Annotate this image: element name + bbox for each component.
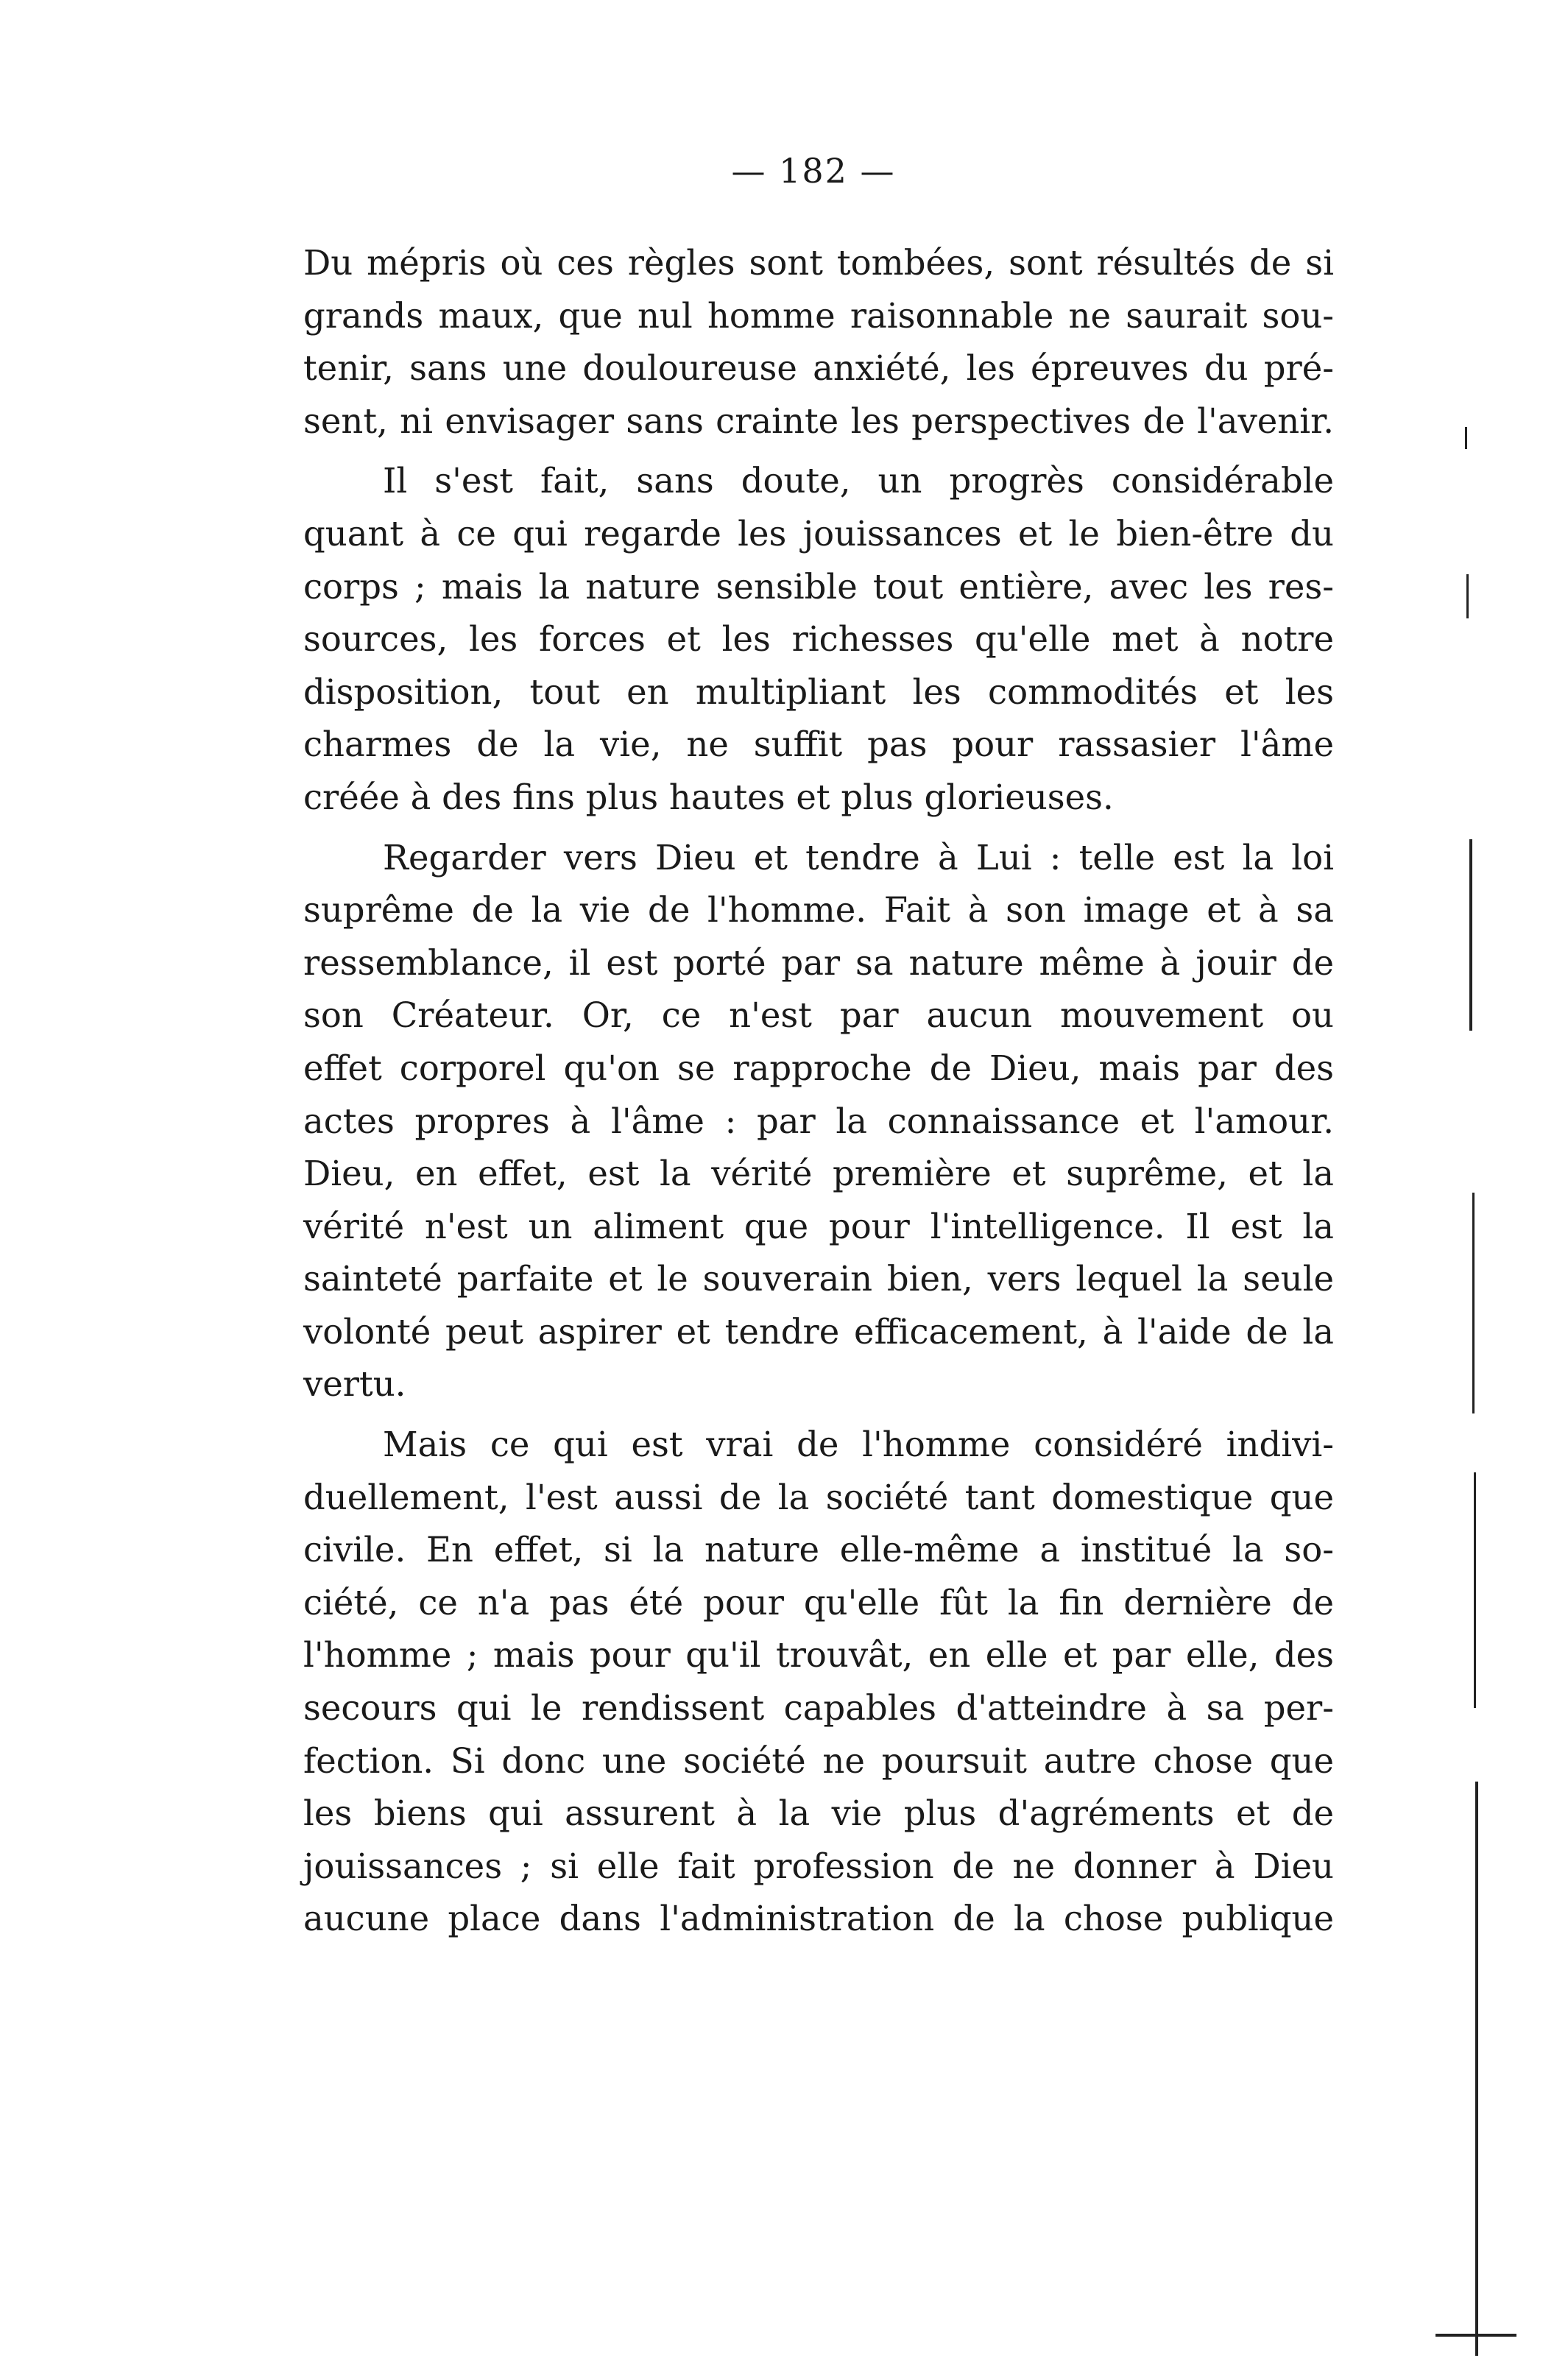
text-line: civile. En effet, si la nature elle-même a institué la so-: [303, 1530, 1334, 1570]
text-line: volonté peut aspirer et tendre efficacement, à l'aide de la: [303, 1311, 1334, 1352]
text-line: Mais ce qui est vrai de l'homme considéré indivi-: [383, 1425, 1334, 1465]
text-line: tenir, sans une douloureuse anxiété, les épreuves du pré-: [303, 348, 1334, 389]
body-text: [303, 237, 1334, 1953]
text-line: ciété, ce n'a pas été pour qu'elle fût la fin dernière de: [303, 1582, 1334, 1623]
text-line: l'homme ; mais pour qu'il trouvât, en elle et par elle, des: [303, 1635, 1334, 1676]
paragraph: [303, 237, 1334, 448]
text-line: secours qui le rendissent capables d'atteindre à sa per-: [303, 1688, 1334, 1729]
scan-edge-mark: [1466, 574, 1469, 618]
text-line: grands maux, que nul homme raisonnable ne saurait sou-: [303, 295, 1334, 336]
text-line: corps ; mais la nature sensible tout entière, avec les res-: [303, 566, 1334, 607]
text-line: effet corporel qu'on se rapproche de Dieu, mais par des: [303, 1048, 1334, 1088]
scan-edge-mark: [1465, 427, 1467, 449]
text-line: vertu.: [303, 1364, 406, 1405]
scan-edge-mark: [1475, 1782, 1478, 2356]
text-line: suprême de la vie de l'homme. Fait à son image et à sa: [303, 890, 1334, 931]
text-line: disposition, tout en multipliant les commodités et les: [303, 671, 1334, 712]
text-line: ressemblance, il est porté par sa nature même à jouir de: [303, 942, 1334, 983]
text-line: sent, ni envisager sans crainte les perspectives de l'avenir.: [303, 400, 1334, 441]
paragraph: [303, 455, 1334, 824]
scan-edge-mark: [1474, 1472, 1476, 1708]
paragraph: [303, 832, 1334, 1412]
scan-edge-mark: [1469, 839, 1472, 1031]
text-line: quant à ce qui regarde les jouissances et le bien-être du: [303, 513, 1334, 554]
text-line: actes propres à l'âme : par la connaissance et l'amour.: [303, 1101, 1334, 1141]
text-line: jouissances ; si elle fait profession de ne donner à Dieu: [303, 1846, 1334, 1886]
text-line: Dieu, en effet, est la vérité première et suprême, et la: [303, 1154, 1334, 1194]
text-line: son Créateur. Or, ce n'est par aucun mouvement ou: [303, 995, 1334, 1036]
text-line: créée à des fins plus hautes et plus glorieuses.: [303, 777, 1114, 817]
text-line: sources, les forces et les richesses qu'elle met à notre: [303, 619, 1334, 660]
page-number: — 182 —: [731, 151, 896, 191]
paragraph: [303, 1419, 1334, 1946]
text-line: Du mépris où ces règles sont tombées, sont résultés de si: [303, 243, 1334, 283]
text-line: Regarder vers Dieu et tendre à Lui : telle est la loi: [383, 837, 1334, 878]
text-line: charmes de la vie, ne suffit pas pour rassasier l'âme: [303, 724, 1334, 765]
scan-edge-mark: [1472, 1193, 1475, 1413]
text-line: les biens qui assurent à la vie plus d'agréments et de: [303, 1793, 1334, 1834]
text-line: vérité n'est un aliment que pour l'intelligence. Il est la: [303, 1206, 1334, 1246]
text-line: fection. Si donc une société ne poursuit autre chose que: [303, 1740, 1334, 1781]
text-line: duellement, l'est aussi de la société tant domestique que: [303, 1477, 1334, 1517]
text-line: sainteté parfaite et le souverain bien, vers lequel la seule: [303, 1259, 1334, 1299]
text-line: aucune place dans l'administration de la chose publique: [303, 1899, 1334, 1939]
scan-edge-mark: [1435, 2334, 1516, 2337]
text-line: Il s'est fait, sans doute, un progrès considérable: [383, 461, 1334, 501]
